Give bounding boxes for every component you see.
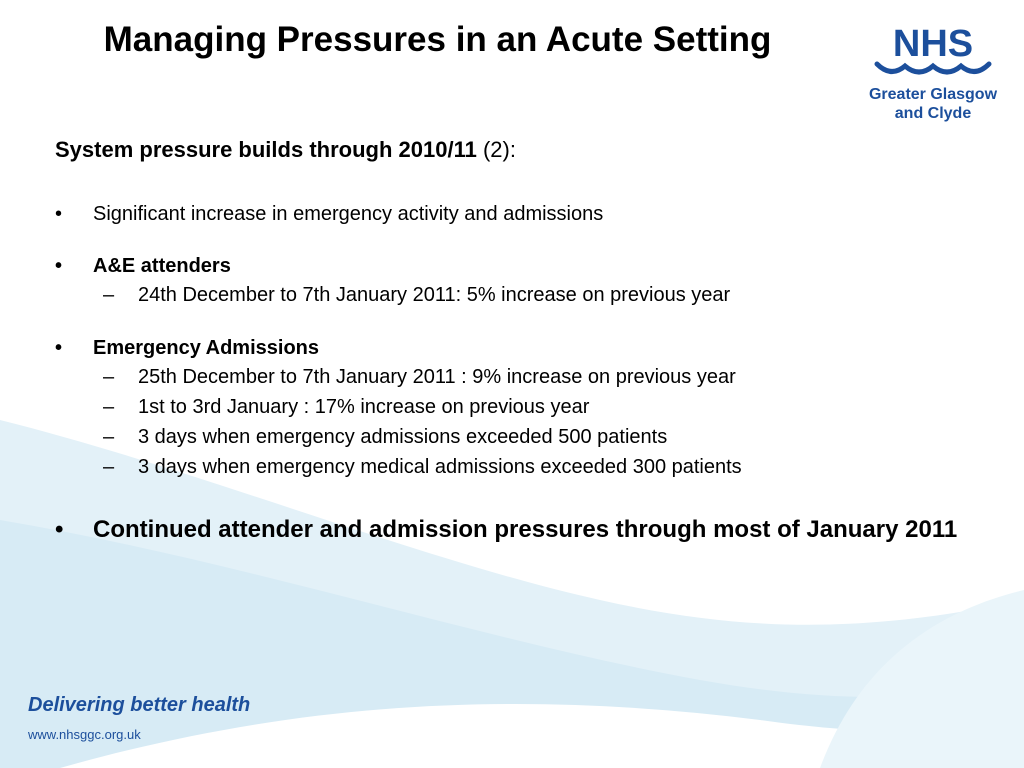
bullet-list bbox=[55, 200, 975, 544]
bullet-text: Continued attender and admission pressures through most of January 2011 bbox=[93, 516, 958, 543]
nhs-logo bbox=[855, 22, 1005, 122]
dash-icon: – bbox=[103, 366, 115, 388]
bullet-text: A&E attenders bbox=[93, 255, 231, 277]
sub-text: 3 days when emergency medical admissions exceeded 300 patients bbox=[138, 456, 742, 478]
sub-item bbox=[93, 452, 975, 482]
sub-list bbox=[93, 362, 975, 482]
section-heading-suffix: (2): bbox=[476, 137, 516, 162]
footer-tagline: Delivering better health bbox=[28, 694, 251, 716]
nhs-logo-line2: and Clyde bbox=[894, 105, 972, 122]
dash-icon: – bbox=[103, 284, 115, 306]
bullet-icon: • bbox=[55, 516, 64, 543]
bullet-item bbox=[55, 200, 975, 228]
bullet-text: Significant increase in emergency activity and admissions bbox=[93, 203, 604, 225]
sub-text: 3 days when emergency admissions exceeded 500 patients bbox=[138, 426, 668, 448]
sub-item bbox=[93, 362, 975, 392]
slide-content bbox=[55, 136, 975, 544]
section-heading-bold: System pressure builds through 2010/11 bbox=[55, 137, 477, 162]
sub-item bbox=[93, 422, 975, 452]
bullet-item bbox=[55, 516, 975, 544]
bullet-item bbox=[55, 252, 975, 310]
dash-icon: – bbox=[103, 396, 115, 418]
nhs-logo-mark: NHS bbox=[892, 23, 974, 65]
slide-title: Managing Pressures in an Acute Setting bbox=[103, 20, 772, 59]
sub-item bbox=[93, 280, 975, 310]
dash-icon: – bbox=[103, 426, 115, 448]
bullet-text: Emergency Admissions bbox=[93, 337, 320, 359]
sub-text: 1st to 3rd January : 17% increase on previous year bbox=[138, 396, 590, 418]
nhs-logo-wave bbox=[877, 64, 989, 72]
sub-list bbox=[93, 280, 975, 310]
sub-text: 24th December to 7th January 2011: 5% increase on previous year bbox=[138, 284, 731, 306]
dash-icon: – bbox=[103, 456, 115, 478]
bullet-icon: • bbox=[55, 255, 63, 277]
sub-text: 25th December to 7th January 2011 : 9% increase on previous year bbox=[138, 366, 736, 388]
bullet-item bbox=[55, 334, 975, 482]
footer-url: www.nhsggc.org.uk bbox=[28, 727, 141, 742]
bullet-icon: • bbox=[55, 203, 63, 225]
nhs-logo-line1: Greater Glasgow bbox=[868, 86, 998, 103]
sub-item bbox=[93, 392, 975, 422]
section-heading bbox=[55, 136, 975, 164]
bullet-icon: • bbox=[55, 337, 63, 359]
